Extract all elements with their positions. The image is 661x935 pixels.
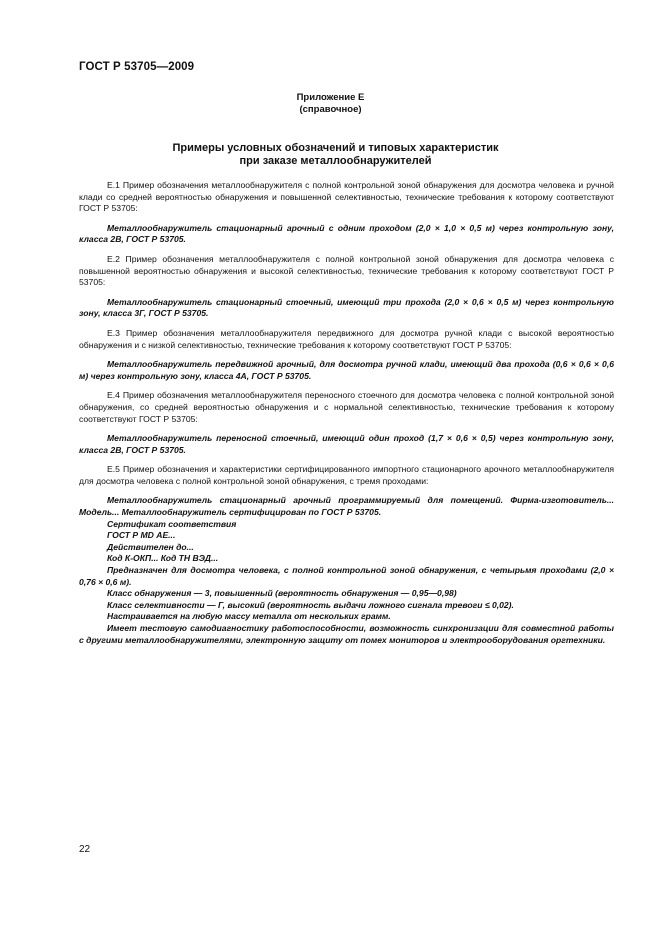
section-e1-example: Металлообнаружитель стационарный арочный с одним проходом (2,0 × 1,0 × 0,5 м) через контрольную зону, класса 2В, ГОСТ Р 53705. xyxy=(79,222,614,245)
e5-line: Действителен до... xyxy=(107,541,194,552)
section-e4-example: Металлообнаружитель переносной стоечный, имеющий один проход (1,7 × 0,6 × 0,5) через контрольную зону, класса 2В, ГОСТ Р 53705. xyxy=(79,433,614,455)
annex-title-line-1: Примеры условных обозначений и типовых характеристик xyxy=(172,142,499,154)
annex-title-line-2: при заказе металлообнаружителей xyxy=(239,155,432,167)
document-body xyxy=(79,180,614,646)
page-number: 22 xyxy=(79,844,91,855)
annex-title xyxy=(80,142,591,168)
annex-note: (справочное) xyxy=(299,104,362,115)
section-e4-intro: Е.4 Пример обозначения металлообнаружителя переносного стоечного для досмотра человека с полной контрольной зоной обнаружения, со средней вероятностью обнаружения и с нормальной селективностью, технические требования к которому соответствуют ГОСТ Р 53705: xyxy=(79,390,614,424)
section-e5-intro: Е.5 Пример обозначения и характеристики сертифицированного импортного стационарного арочного металлообнаружителя для досмотра человека с полной контрольной зоной обнаружения, с тремя проходами: xyxy=(79,464,614,486)
section-e1-intro: Е.1 Пример обозначения металлообнаружителя с полной контрольной зоной обнаружения для досмотра человека и ручной клади со средней вероятностью обнаружения и повышенной селективностью, технические требования к которому соответствуют ГОСТ Р 53705: xyxy=(79,180,614,214)
section-e5-example xyxy=(79,495,614,646)
e5-line: Сертификат соответствия xyxy=(107,518,237,529)
section-e2-intro: Е.2 Пример обозначения металлообнаружителя с полной контрольной зоной обнаружения для досмотра человека с повышенной вероятностью обнаружения и высокой селективностью, технические требования к которому соответствуют ГОСТ Р 53705: xyxy=(79,253,614,288)
e5-line: Металлообнаружитель стационарный арочный программируемый для помещений. Фирма-изготовитель... Модель... Металлообнаружитель сертифицирован по ГОСТ Р 53705. xyxy=(79,495,614,518)
e5-line: Код К-ОКП... Код ТН ВЭД... xyxy=(107,553,219,564)
e5-line: ГОСТ Р MD АЕ... xyxy=(107,530,176,541)
e5-line: Класс селективности — Г, высокий (вероятность выдачи ложного сигнала тревоги ≤ 0,02). xyxy=(107,599,514,610)
section-e3-intro: Е.3 Пример обозначения металлообнаружителя передвижного для досмотра ручной клади с высокой вероятностью обнаружения и с низкой селективностью, технические требования к которому соответствуют ГОСТ Р 53705: xyxy=(79,327,614,350)
section-e2-example: Металлообнаружитель стационарный стоечный, имеющий три прохода (2,0 × 0,6 × 0,5 м) через контрольную зону, класса 3Г, ГОСТ Р 53705. xyxy=(79,296,614,319)
e5-line: Настраивается на любую массу металла от нескольких грамм. xyxy=(107,611,391,622)
e5-line: Класс обнаружения — 3, повышенный (вероятность обнаружения — 0,95—0,98) xyxy=(107,588,457,599)
section-e3-example: Металлообнаружитель передвижной арочный, для досмотра ручной клади, имеющий два прохода (0,6 × 0,6 × 0,6 м) через контрольную зону, класса 4А, ГОСТ Р 53705. xyxy=(79,359,614,381)
e5-line: Имеет тестовую самодиагностику работоспособности, возможность синхронизации для совместной работы с другими металлообнаружителями, электронную защиту от помех мониторов и электрооборудования оргтехники. xyxy=(79,623,614,645)
annex-heading xyxy=(80,92,581,116)
e5-line: Предназначен для досмотра человека, с полной контрольной зоной обнаружения, с четырьмя проходами (2,0 × 0,76 × 0,6 м). xyxy=(79,565,614,587)
annex-label: Приложение Е xyxy=(296,92,365,103)
document-header: ГОСТ Р 53705—2009 xyxy=(79,61,195,73)
